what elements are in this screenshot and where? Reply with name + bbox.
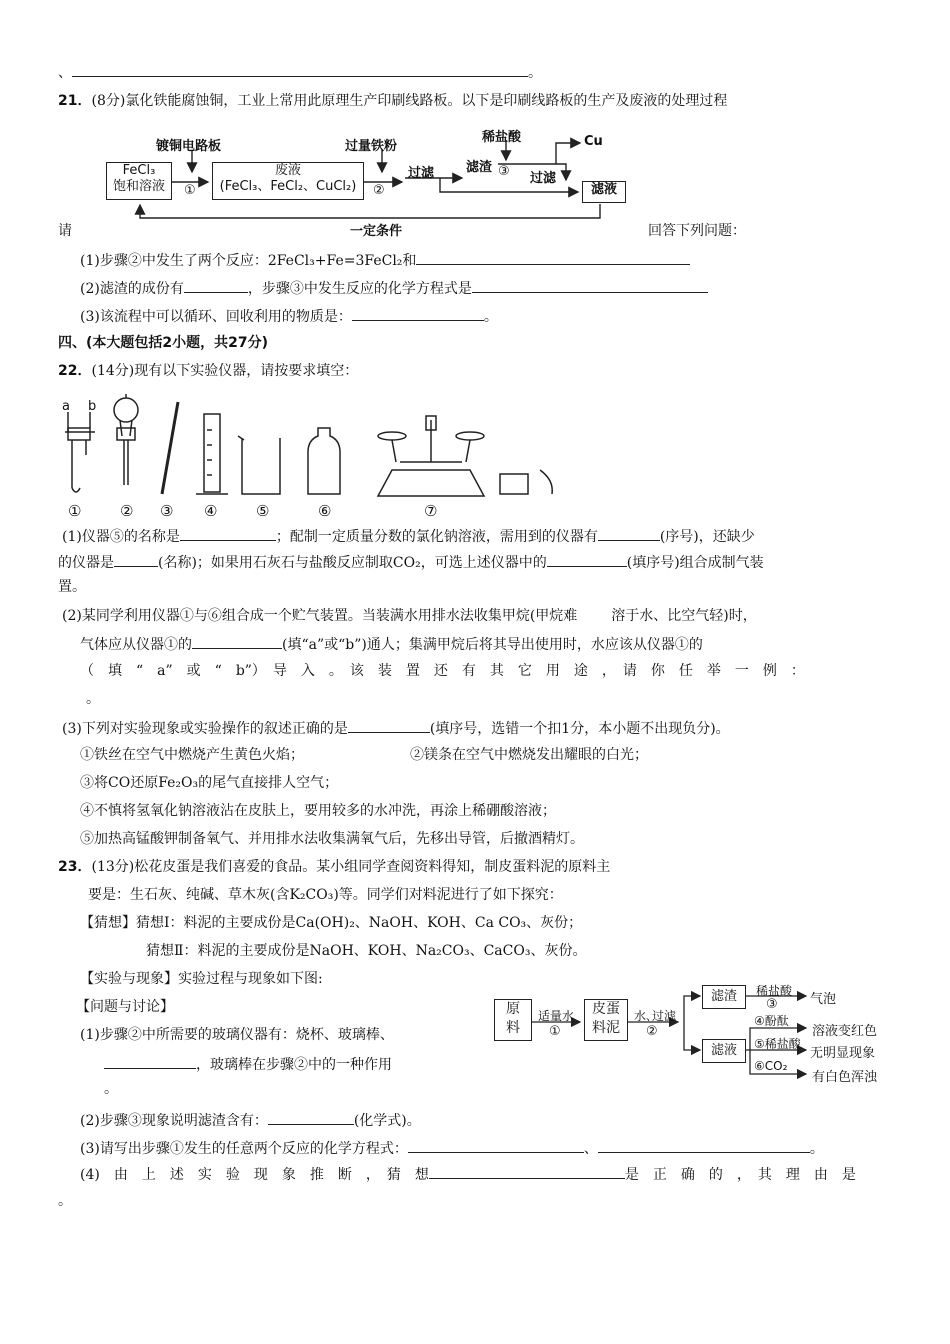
q21-part3: (3)该流程中可以循环、回收利用的物质是： 。 xyxy=(80,306,498,326)
result-no-change: 无明显现象 xyxy=(810,1046,876,1061)
result-white-turbid: 有白色浑浊 xyxy=(812,1070,878,1085)
label-b: b xyxy=(88,399,97,414)
waste-liquid-box: 废液 (FeCl₃、FeCl₂、CuCl₂) xyxy=(212,162,364,200)
flow-label-filter-2: 过滤 xyxy=(530,171,557,186)
q22-part1-line1: (1)仪器⑤的名称是 ；配制一定质量分数的氯化钠溶液，需用到的仪器有 (序号)，还缺少 xyxy=(62,526,755,546)
filtrate-box: 滤液 xyxy=(582,181,626,203)
experiment-heading: 【实验与现象】实验过程与现象如下图: xyxy=(80,971,323,987)
hypothesis-1: 【猜想】猜想Ⅰ：料泥的主要成份是Ca(OH)₂、NaOH、KOH、Ca CO₃、灰份； xyxy=(80,915,583,931)
flow-step-1: ① xyxy=(549,1024,561,1039)
fecl3-solution-box: FeCl₃ 饱和溶液 xyxy=(106,162,172,200)
q22-part1-line2: 的仪器是 (名称)；如果用石灰石与盐酸反应制取CO₂，可选上述仪器中的 (填序号)组合成制气装 xyxy=(58,552,764,572)
flow-label-copper-board: 镀铜电路板 xyxy=(156,139,222,154)
hypothesis-2: 猜想Ⅱ：料泥的主要成份是NaOH、KOH、Na₂CO₃、CaCO₃、灰份。 xyxy=(146,943,587,959)
residue-box: 滤渣 xyxy=(702,985,746,1009)
instrument-label-5: ⑤ xyxy=(256,502,270,520)
q21-pre-label: 请 xyxy=(58,223,72,239)
answer-blank[interactable] xyxy=(268,1110,354,1125)
instrument-label-3: ③ xyxy=(160,502,174,520)
q22-part2-line1: (2)某同学利用仪器①与⑥组合成一个贮气装置。当装满水用排水法收集甲烷(甲烷难 溶于水、比空气轻)时， xyxy=(62,608,757,624)
q22-part1-line3: 置。 xyxy=(58,579,86,595)
q22-part2-line3: （ 填 “ a” 或 “ b”） 导 入 。 该 装 置 还 有 其 它 用 途 ， 请 你 任 举 一 例 ： xyxy=(80,663,805,679)
q23-part3: (3)请写出步骤①发生的任意两个反应的化学方程式： 、 。 xyxy=(80,1138,824,1158)
instrument-label-7: ⑦ xyxy=(424,502,438,520)
option-2: ②镁条在空气中燃烧发出耀眼的白光； xyxy=(410,747,648,763)
q23-part1-line1: (1)步骤②中所需要的玻璃仪器有：烧杯、玻璃棒、 xyxy=(80,1027,394,1043)
instrument-label-1: ① xyxy=(68,502,82,520)
q23-stem-line2: 要是：生石灰、纯碱、草木灰(含K₂CO₃)等。同学们对料泥进行了如下探究： xyxy=(88,887,563,903)
q21-part1: (1)步骤②中发生了两个反应：2FeCl₃+Fe=3FeCl₂和 xyxy=(80,250,690,270)
section-heading: 四、(本大题包括2小题，共27分) xyxy=(58,335,269,351)
option-4: ④不慎将氢氧化钠溶液沾在皮肤上，要用较多的水冲洗，再涂上稀硼酸溶液； xyxy=(80,803,556,819)
q23-part2: (2)步骤③现象说明滤渣含有： (化学式)。 xyxy=(80,1110,421,1130)
q23-part1-line2: ，玻璃棒在步骤②中的一种作用 xyxy=(104,1054,392,1074)
flow-label-residue: 滤渣 xyxy=(466,160,493,175)
q23-stem: 23．(13分)松花皮蛋是我们喜爱的食品。某小组同学查阅资料得知，制皮蛋料泥的原料主 xyxy=(58,859,611,875)
option-1: ①铁丝在空气中燃烧产生黄色火焰； xyxy=(80,747,304,763)
instrument-label-2: ② xyxy=(120,502,134,520)
flow-label-phenolphthalein: ④酚酞 xyxy=(754,1014,789,1028)
flow-label-return-condition: 一定条件 xyxy=(350,224,403,239)
raw-material-box: 原 料 xyxy=(494,999,532,1041)
q21-post-label: 回答下列问题： xyxy=(648,223,746,239)
flow-label-dilute-hcl-5: ⑤稀盐酸 xyxy=(754,1037,801,1051)
q22-part2-line2: 气体应从仪器①的 (填“a”或“b”)通人；集满甲烷后将其导出使用时，水应该从仪器①的 xyxy=(80,634,703,654)
flow-label-cu: Cu xyxy=(584,134,603,149)
result-bubbles: 气泡 xyxy=(810,992,837,1007)
discussion-heading: 【问题与讨论】 xyxy=(76,999,174,1015)
option-3: ③将CO还原Fe₂O₃的尾气直接排人空气； xyxy=(80,775,339,791)
flow-label-co2: ⑥CO₂ xyxy=(754,1059,788,1073)
answer-blank[interactable] xyxy=(598,1138,810,1153)
flow-step-3: ③ xyxy=(498,164,510,179)
answer-blank[interactable] xyxy=(104,1054,196,1069)
q23-part4: (4) 由 上 述 实 验 现 象 推 断 ， 猜 想 是 正 确 的 ， 其 理 由 是 xyxy=(80,1164,856,1184)
q22-part3-stem: (3)下列对实验现象或实验操作的叙述正确的是 (填序号，选错一个扣1分，本小题不出现负分)。 xyxy=(62,718,730,738)
flow-label-filter-1: 过滤 xyxy=(408,166,435,181)
instrument-label-6: ⑥ xyxy=(318,502,332,520)
option-5: ⑤加热高锰酸钾制备氧气、并用排水法收集满氧气后，先移出导管，后撤酒精灯。 xyxy=(80,831,584,847)
flow-step-1: ① xyxy=(184,183,196,198)
answer-blank[interactable] xyxy=(408,1138,584,1153)
q23-part4-end: 。 xyxy=(58,1193,72,1209)
flow-step-2: ② xyxy=(373,183,385,198)
flow-label-dilute-hcl: 稀盐酸 xyxy=(482,130,522,145)
result-turns-red: 溶液变红色 xyxy=(812,1024,878,1039)
top-fragment-line: 、 。 xyxy=(58,62,542,82)
q21-part2: (2)滤渣的成份有 ，步骤③中发生反应的化学方程式是 xyxy=(80,278,708,298)
q23-part1-line3: 。 xyxy=(104,1081,118,1097)
flow-label-iron-powder: 过量铁粉 xyxy=(345,139,398,154)
flow-step-2: ② xyxy=(646,1024,658,1039)
flow-label-water-filter: 水､过滤 xyxy=(634,1009,677,1023)
answer-blank[interactable] xyxy=(429,1164,625,1179)
q22-stem: 22．(14分)现有以下实验仪器，请按要求填空： xyxy=(58,363,359,379)
filtrate-box: 滤液 xyxy=(702,1039,746,1063)
instrument-label-4: ④ xyxy=(204,502,218,520)
flow-step-3: ③ xyxy=(766,997,778,1012)
label-a: a xyxy=(62,399,70,414)
q22-part2-line4: 。 xyxy=(86,691,100,707)
flow-label-dilute-hcl: 稀盐酸 xyxy=(756,984,793,998)
q21-stem: 21．(8分)氯化铁能腐蚀铜，工业上常用此原理生产印刷线路板。以下是印刷线路板的生产及废液的处理过程 xyxy=(58,93,728,109)
preserved-egg-mud-box: 皮蛋 料泥 xyxy=(584,999,628,1041)
flow-label-add-water: 适量水 xyxy=(538,1009,575,1023)
